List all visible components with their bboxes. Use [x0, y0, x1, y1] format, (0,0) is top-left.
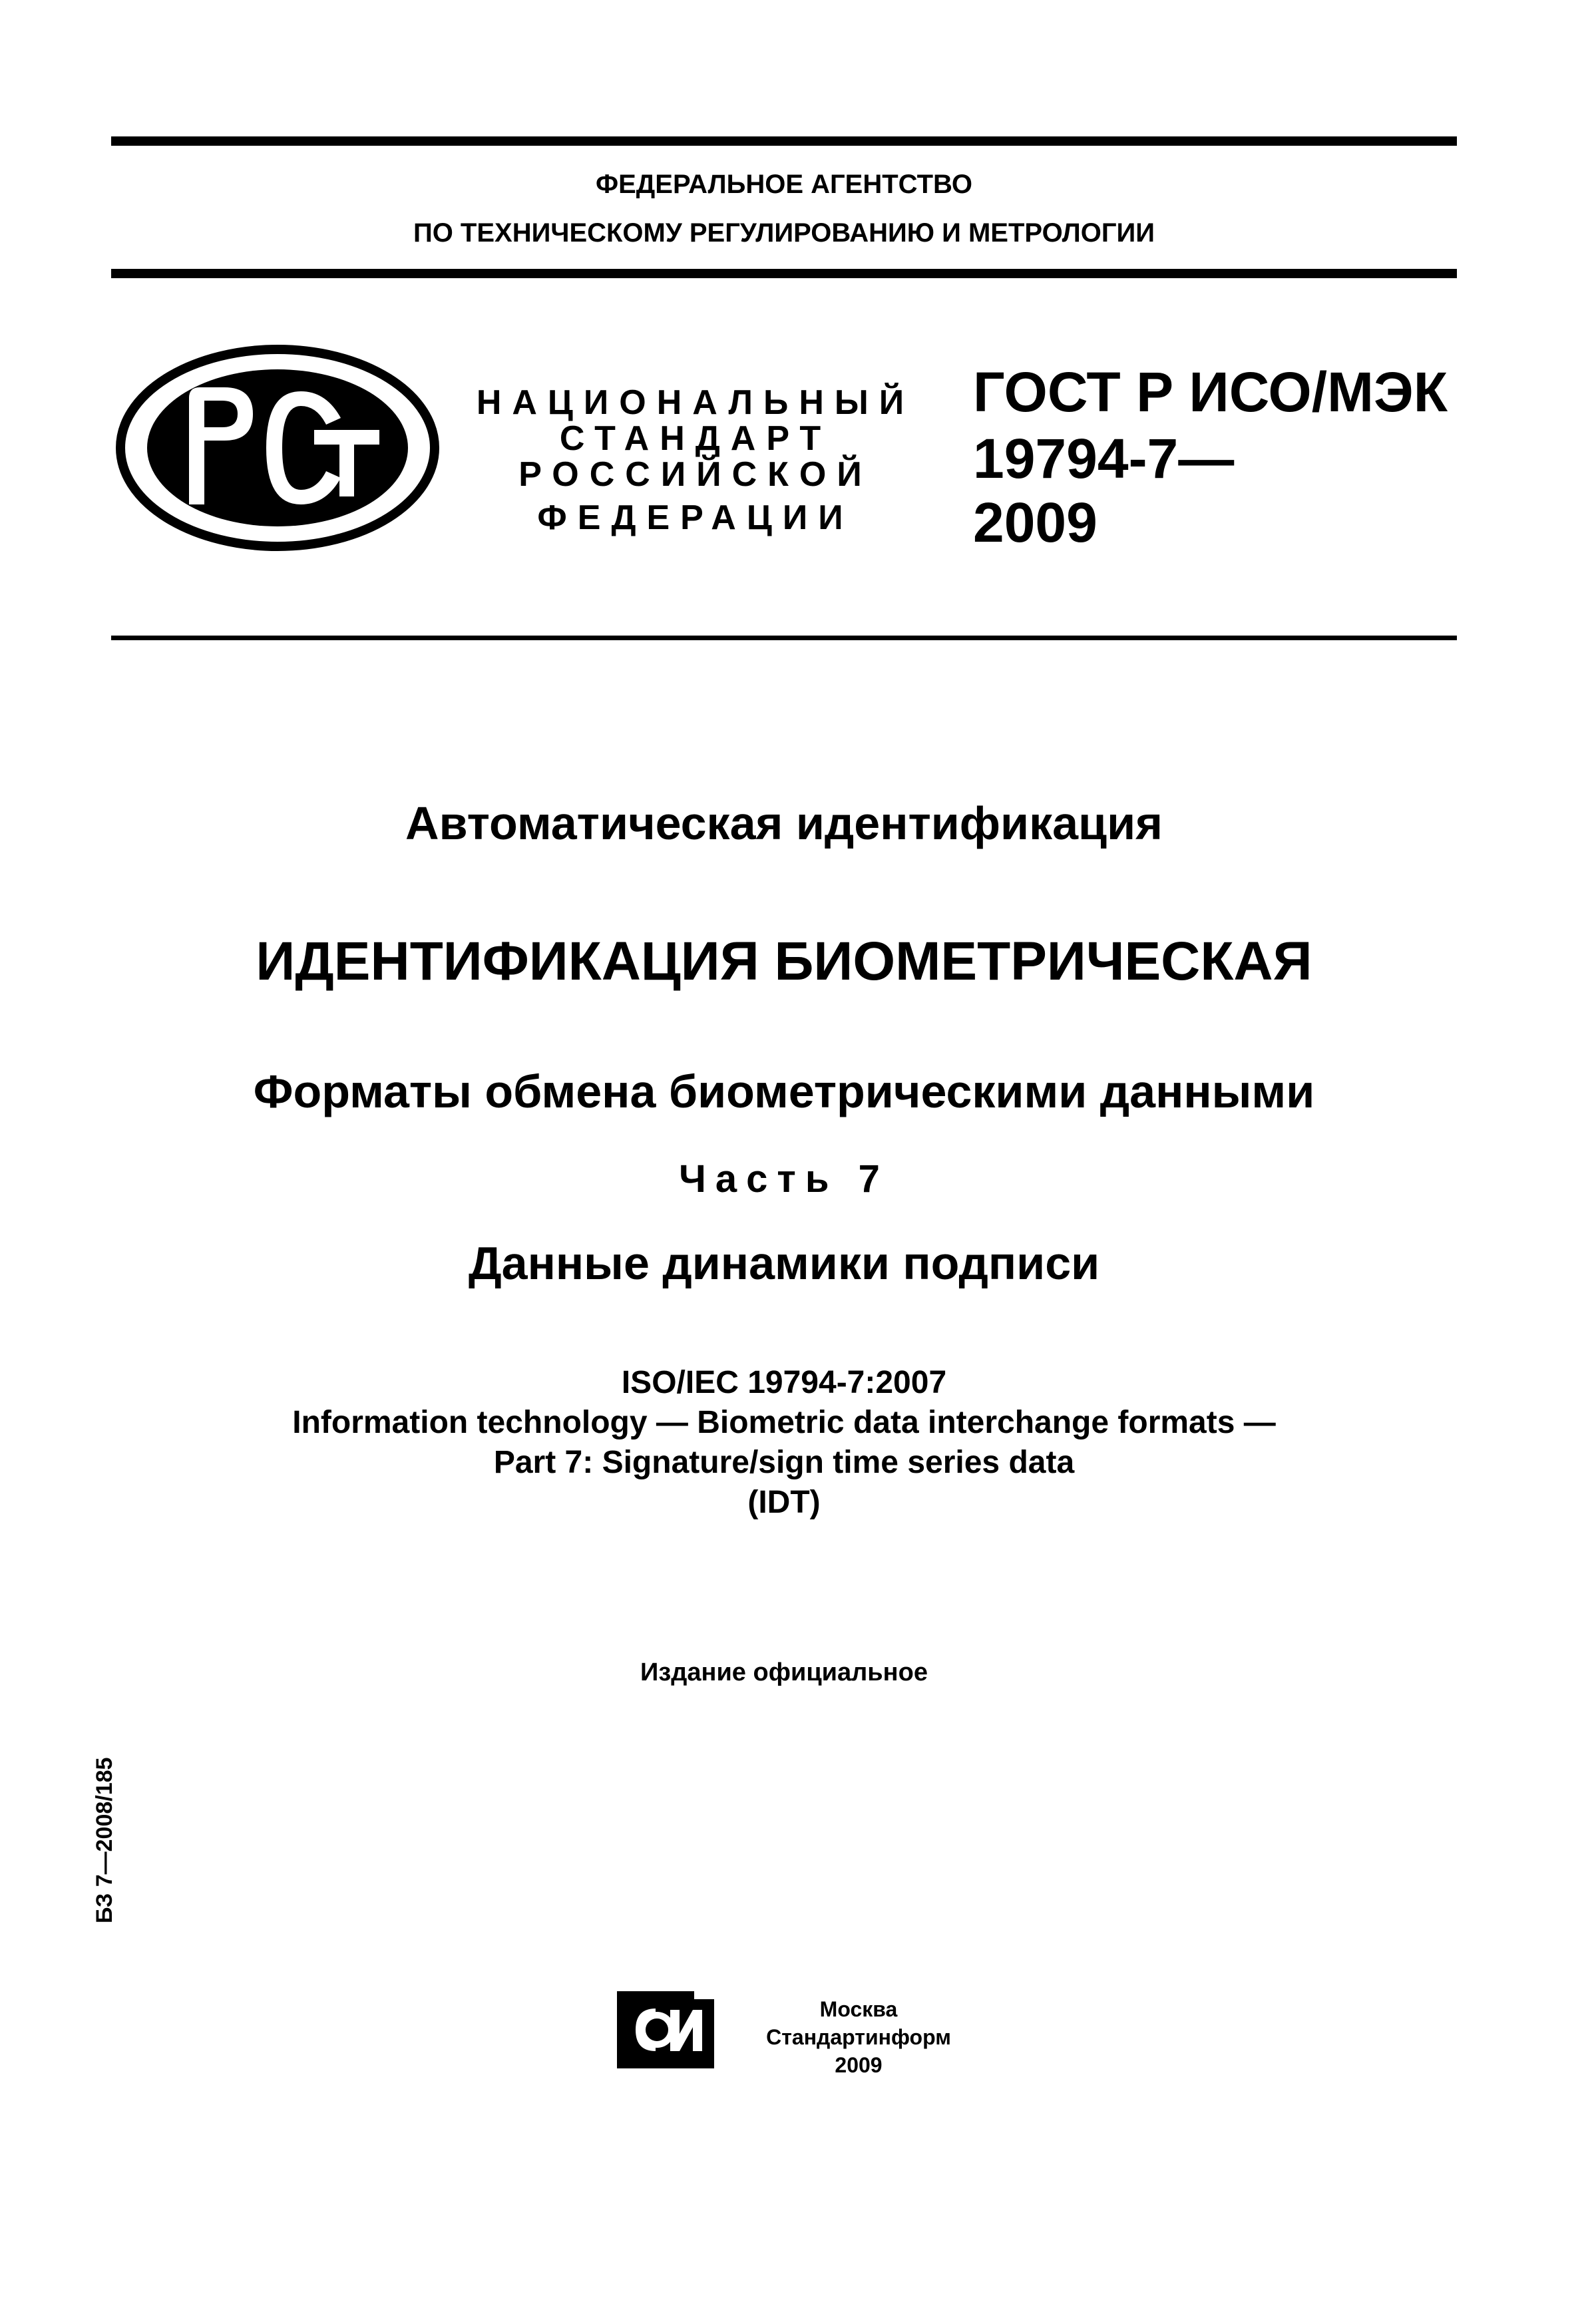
agency-line-1: ФЕДЕРАЛЬНОЕ АГЕНТСТВО: [595, 170, 973, 199]
title-line-2: ИДЕНТИФИКАЦИЯ БИОМЕТРИЧЕСКАЯ: [256, 931, 1312, 992]
gost-r-logo: [114, 345, 441, 551]
national-standard-label-4: ФЕДЕРАЦИИ: [537, 498, 854, 537]
title-line-4: Данные динамики подписи: [468, 1237, 1100, 1289]
gost-designation-3: 2009: [973, 491, 1097, 554]
title-part: Часть 7: [679, 1157, 889, 1201]
standartinform-logo: [616, 1990, 715, 2070]
title-line-1: Автоматическая идентификация: [405, 797, 1163, 849]
top-rule: [111, 136, 1457, 146]
iso-number: ISO/IEC 19794-7:2007: [621, 1365, 947, 1400]
iso-title-2: Part 7: Signature/sign time series data: [493, 1445, 1075, 1480]
publisher-city: Москва: [819, 1997, 898, 2021]
gost-designation-2: 19794-7—: [973, 427, 1235, 490]
designation-bottom-rule: [111, 636, 1457, 640]
national-standard-label-3: РОССИЙСКОЙ: [518, 455, 873, 494]
title-line-3: Форматы обмена биометрическими данными: [253, 1065, 1315, 1117]
national-standard-label-2: СТАНДАРТ: [559, 419, 832, 458]
publisher-name: Стандартинформ: [766, 2025, 951, 2049]
national-standard-label-1: НАЦИОНАЛЬНЫЙ: [476, 383, 915, 422]
agency-line-2: ПО ТЕХНИЧЕСКОМУ РЕГУЛИРОВАНИЮ И МЕТРОЛОГИИ: [413, 218, 1155, 248]
gost-designation-1: ГОСТ Р ИСО/МЭК: [973, 361, 1448, 423]
publisher-year: 2009: [835, 2053, 883, 2077]
catalog-code: БЗ 7—2008/185: [92, 1757, 117, 1923]
iso-idt: (IDT): [747, 1485, 821, 1520]
header-bottom-rule: [111, 269, 1457, 278]
edition-label: Издание официальное: [640, 1658, 928, 1686]
iso-title-1: Information technology — Biometric data interchange formats —: [292, 1405, 1276, 1440]
